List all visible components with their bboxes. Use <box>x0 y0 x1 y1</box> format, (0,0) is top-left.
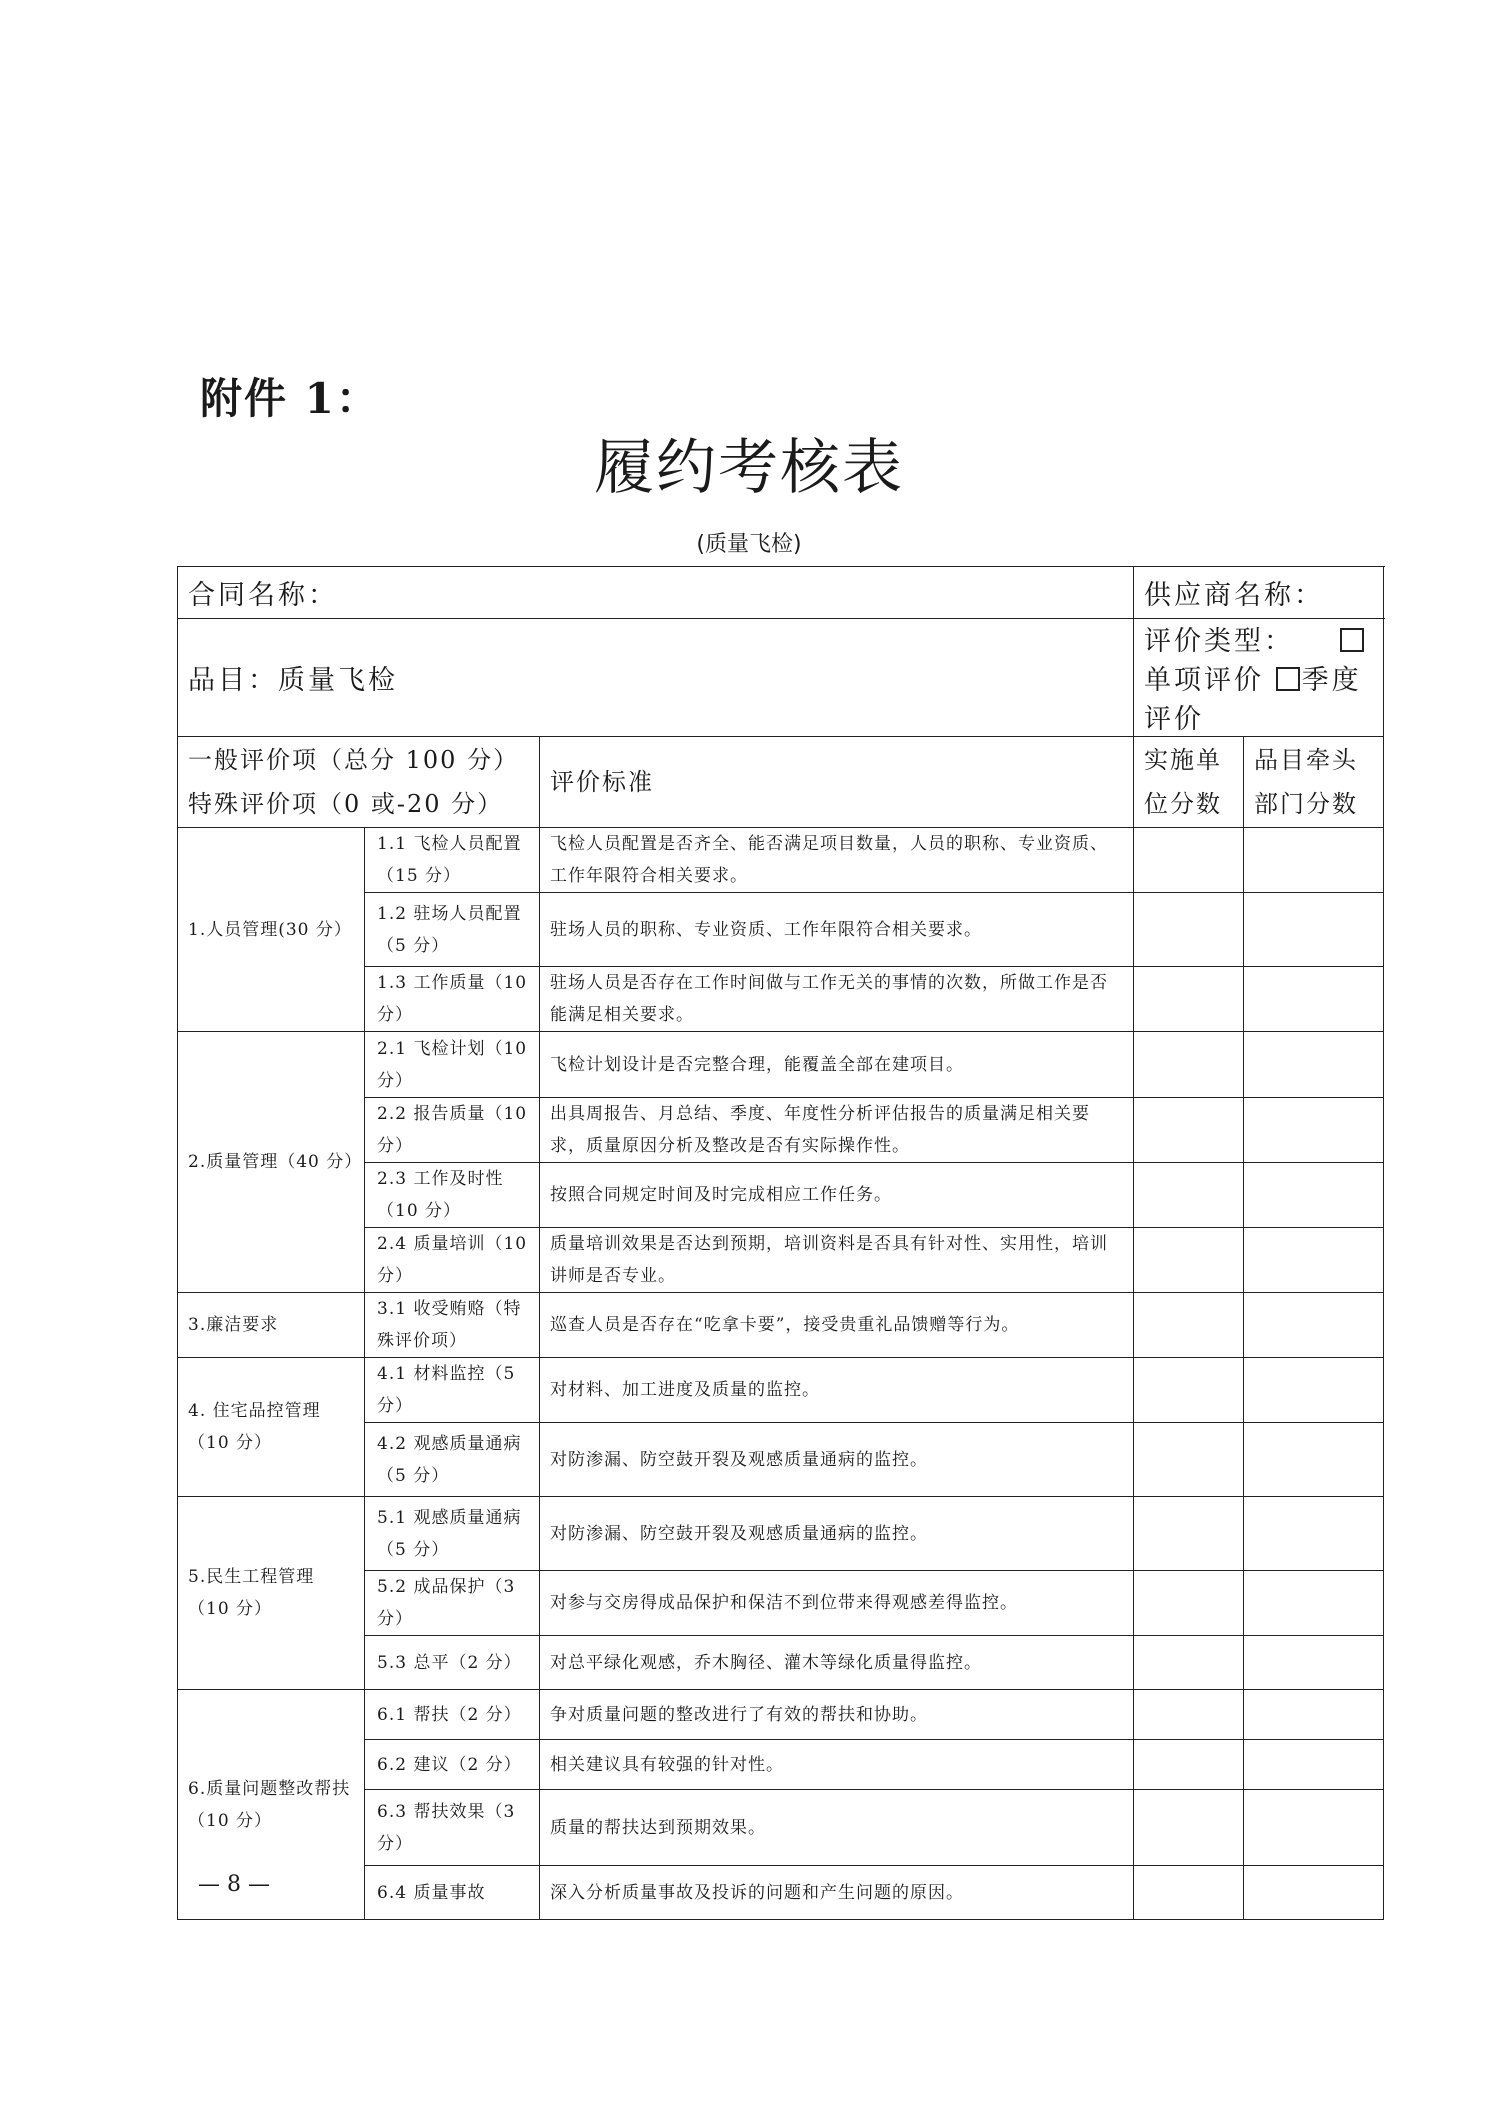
unit-score-cell[interactable] <box>1134 893 1244 967</box>
standard-cell: 对材料、加工进度及质量的监控。 <box>540 1358 1134 1423</box>
table-row <box>178 1293 1384 1358</box>
sub-item-cell: 5.3 总平（2 分） <box>365 1636 540 1690</box>
form-subtitle: (质量飞检) <box>696 532 802 557</box>
unit-score-cell[interactable] <box>1134 1690 1244 1740</box>
sub-item-cell: 2.4 质量培训（10 分） <box>365 1228 540 1293</box>
dept-score-cell[interactable] <box>1244 1358 1384 1423</box>
group-name-cell: 6.质量问题整改帮扶（10 分） <box>178 1690 365 1920</box>
dept-score-cell[interactable] <box>1244 1293 1384 1358</box>
sub-item-cell: 1.3 工作质量（10 分） <box>365 967 540 1032</box>
standard-cell: 对参与交房得成品保护和保洁不到位带来得观感差得监控。 <box>540 1571 1134 1636</box>
sub-item-cell: 1.2 驻场人员配置（5 分） <box>365 893 540 967</box>
standard-cell: 质量的帮扶达到预期效果。 <box>540 1790 1134 1866</box>
unit-score-cell[interactable] <box>1134 1098 1244 1163</box>
sub-item-cell: 2.2 报告质量（10 分） <box>365 1098 540 1163</box>
supplier-name-label: 供应商名称： <box>1144 580 1324 611</box>
header-general-item: 一般评价项（总分 100 分） <box>188 746 520 774</box>
table-row <box>178 1690 1384 1740</box>
dept-score-cell[interactable] <box>1244 1790 1384 1866</box>
unit-score-cell[interactable] <box>1134 1032 1244 1098</box>
assessment-table <box>177 566 1384 1920</box>
unit-score-cell[interactable] <box>1134 1571 1244 1636</box>
standard-cell: 对总平绿化观感，乔木胸径、灌木等绿化质量得监控。 <box>540 1636 1134 1690</box>
group-name-cell: 5.民生工程管理（10 分） <box>178 1497 365 1690</box>
dept-score-cell[interactable] <box>1244 1740 1384 1790</box>
page-number: — 8 — <box>198 1872 270 1897</box>
sub-item-cell: 3.1 收受贿赂（特殊评价项） <box>365 1293 540 1358</box>
supplier-name-field[interactable] <box>1134 567 1384 619</box>
sub-item-cell: 4.2 观感质量通病（5 分） <box>365 1423 540 1497</box>
standard-cell: 驻场人员的职称、专业资质、工作年限符合相关要求。 <box>540 893 1134 967</box>
standard-cell: 争对质量问题的整改进行了有效的帮扶和协助。 <box>540 1690 1134 1740</box>
standard-cell: 深入分析质量事故及投诉的问题和产生问题的原因。 <box>540 1866 1134 1920</box>
dept-score-cell[interactable] <box>1244 1636 1384 1690</box>
standard-cell: 飞检人员配置是否齐全、能否满足项目数量，人员的职称、专业资质、工作年限符合相关要求。 <box>540 828 1134 893</box>
dept-score-cell[interactable] <box>1244 1423 1384 1497</box>
unit-score-cell[interactable] <box>1134 1866 1244 1920</box>
group-name-cell: 3.廉洁要求 <box>178 1293 365 1358</box>
single-eval-label: 单项评价 <box>1144 665 1264 696</box>
unit-score-cell[interactable] <box>1134 1740 1244 1790</box>
sub-item-cell: 5.1 观感质量通病（5 分） <box>365 1497 540 1571</box>
unit-score-cell[interactable] <box>1134 1497 1244 1571</box>
category-label: 品目：质量飞检 <box>188 665 398 696</box>
sub-item-cell: 6.3 帮扶效果（3 分） <box>365 1790 540 1866</box>
quarterly-eval-checkbox[interactable] <box>1276 667 1300 691</box>
sub-item-cell: 5.2 成品保护（3 分） <box>365 1571 540 1636</box>
sub-item-cell: 2.1 飞检计划（10 分） <box>365 1032 540 1098</box>
unit-score-cell[interactable] <box>1134 1228 1244 1293</box>
single-eval-checkbox[interactable] <box>1340 628 1364 652</box>
header-row <box>178 737 1384 828</box>
dept-score-cell[interactable] <box>1244 1228 1384 1293</box>
unit-score-cell[interactable] <box>1134 1358 1244 1423</box>
standard-cell: 出具周报告、月总结、季度、年度性分析评估报告的质量满足相关要求，质量原因分析及整改是否有实际操作性。 <box>540 1098 1134 1163</box>
eval-type-label: 评价类型： <box>1144 626 1294 657</box>
dept-score-cell[interactable] <box>1244 1497 1384 1571</box>
dept-score-cell[interactable] <box>1244 1866 1384 1920</box>
standard-cell: 质量培训效果是否达到预期，培训资料是否具有针对性、实用性，培训讲师是否专业。 <box>540 1228 1134 1293</box>
info-row-2 <box>178 619 1384 737</box>
dept-score-cell[interactable] <box>1244 828 1384 893</box>
form-title: 履约考核表 <box>594 433 904 503</box>
dept-score-cell[interactable] <box>1244 1098 1384 1163</box>
eval-type-cell <box>1134 619 1384 737</box>
dept-score-cell[interactable] <box>1244 1571 1384 1636</box>
standard-cell: 相关建议具有较强的针对性。 <box>540 1740 1134 1790</box>
table-row <box>178 1358 1384 1423</box>
table-row <box>178 828 1384 893</box>
sub-item-cell: 1.1 飞检人员配置（15 分） <box>365 828 540 893</box>
sub-item-cell: 4.1 材料监控（5 分） <box>365 1358 540 1423</box>
sub-item-cell: 2.3 工作及时性（10 分） <box>365 1163 540 1228</box>
unit-score-cell[interactable] <box>1134 828 1244 893</box>
group-name-cell: 2.质量管理（40 分） <box>178 1032 365 1293</box>
sub-item-cell: 6.2 建议（2 分） <box>365 1740 540 1790</box>
dept-score-cell[interactable] <box>1244 1163 1384 1228</box>
dept-score-cell[interactable] <box>1244 1032 1384 1098</box>
attachment-label: 附件 1： <box>200 374 380 423</box>
contract-name-label: 合同名称： <box>188 580 338 611</box>
quarterly-eval-label: 季度评价 <box>1144 665 1362 735</box>
unit-score-cell[interactable] <box>1134 967 1244 1032</box>
header-unit-score: 实施单位分数 <box>1134 737 1244 828</box>
standard-cell: 按照合同规定时间及时完成相应工作任务。 <box>540 1163 1134 1228</box>
header-eval-item <box>178 737 540 828</box>
dept-score-cell[interactable] <box>1244 893 1384 967</box>
table-row <box>178 1497 1384 1571</box>
header-dept-score: 品目牵头部门分数 <box>1244 737 1384 828</box>
info-row-1 <box>178 567 1384 619</box>
table-row <box>178 1032 1384 1098</box>
group-name-cell: 4. 住宅品控管理（10 分） <box>178 1358 365 1497</box>
unit-score-cell[interactable] <box>1134 1293 1244 1358</box>
dept-score-cell[interactable] <box>1244 1690 1384 1740</box>
standard-cell: 对防渗漏、防空鼓开裂及观感质量通病的监控。 <box>540 1423 1134 1497</box>
unit-score-cell[interactable] <box>1134 1790 1244 1866</box>
sub-item-cell: 6.4 质量事故 <box>365 1866 540 1920</box>
header-special-item: 特殊评价项（0 或-20 分） <box>188 790 504 818</box>
unit-score-cell[interactable] <box>1134 1163 1244 1228</box>
dept-score-cell[interactable] <box>1244 967 1384 1032</box>
standard-cell: 驻场人员是否存在工作时间做与工作无关的事情的次数，所做工作是否能满足相关要求。 <box>540 967 1134 1032</box>
header-standard: 评价标准 <box>540 737 1134 828</box>
standard-cell: 对防渗漏、防空鼓开裂及观感质量通病的监控。 <box>540 1497 1134 1571</box>
sub-item-cell: 6.1 帮扶（2 分） <box>365 1690 540 1740</box>
standard-cell: 巡查人员是否存在“吃拿卡要”，接受贵重礼品馈赠等行为。 <box>540 1293 1134 1358</box>
unit-score-cell[interactable] <box>1134 1636 1244 1690</box>
unit-score-cell[interactable] <box>1134 1423 1244 1497</box>
contract-name-field[interactable] <box>178 567 1134 619</box>
category-cell <box>178 619 1134 737</box>
group-name-cell: 1.人员管理(30 分） <box>178 828 365 1032</box>
standard-cell: 飞检计划设计是否完整合理，能覆盖全部在建项目。 <box>540 1032 1134 1098</box>
